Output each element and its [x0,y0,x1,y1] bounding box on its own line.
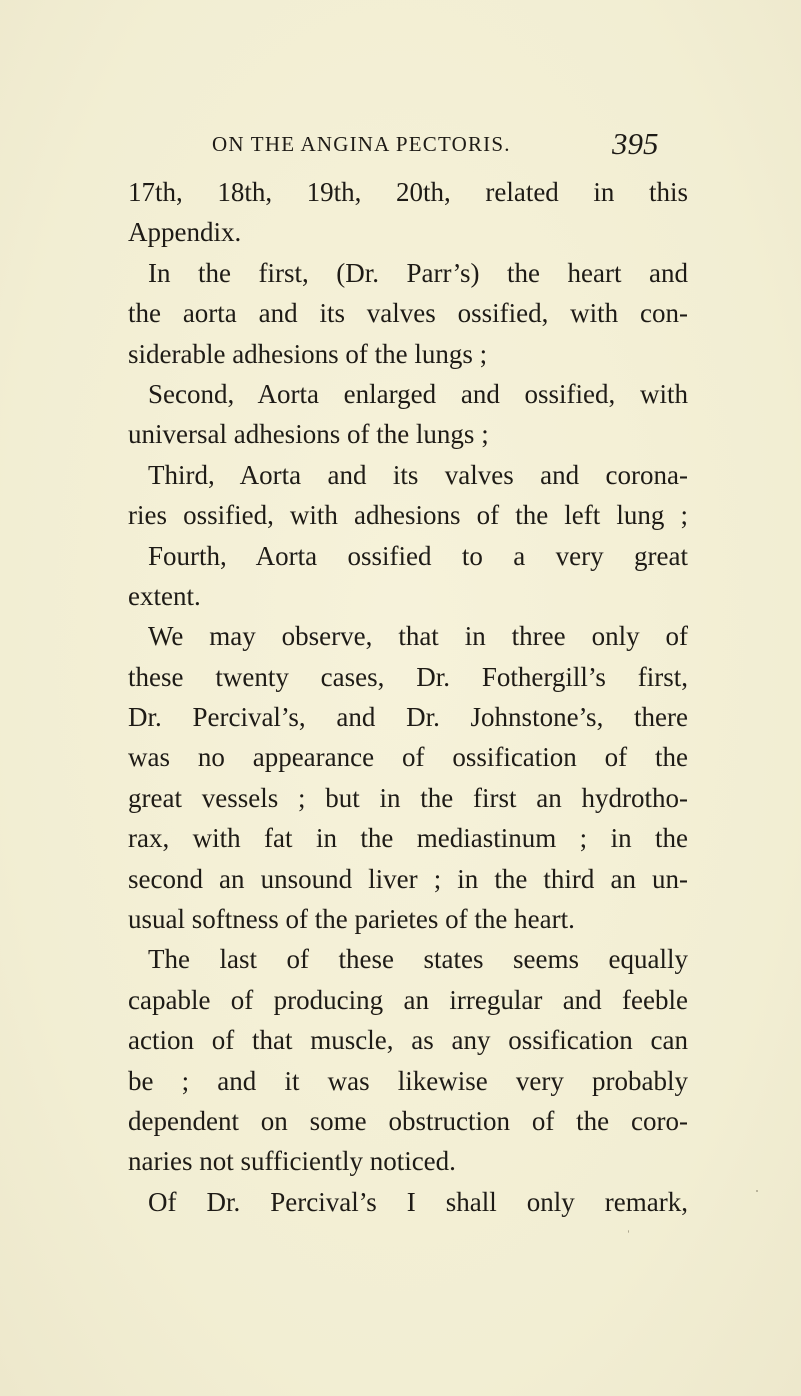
text-line: Second, Aorta enlarged and ossified, with [148,378,688,409]
paper-speck [756,1190,758,1192]
text-line: dependent on some obstruction of the coro- [128,1105,688,1136]
text-line: rax, with fat in the mediastinum ; in the [128,823,688,854]
text-line: these twenty cases, Dr. Fothergill’s first, [128,661,688,692]
text-line: Third, Aorta and its valves and corona- [148,459,688,490]
text-line: great vessels ; but in the first an hydrotho- [128,782,688,813]
text-line: Of Dr. Percival’s I shall only remark, [148,1186,688,1217]
text-line: siderable adhesions of the lungs ; [128,338,488,369]
page-number: 395 [612,126,659,161]
text-line: ries ossified, with adhesions of the left lung ; [128,500,688,531]
text-line: capable of producing an irregular and feeble [128,984,688,1015]
text-line: In the first, (Dr. Parr’s) the heart and [148,257,688,288]
text-line: 17th, 18th, 19th, 20th, related in this [128,177,688,207]
paper-speck [628,1230,629,1233]
running-title: ON THE ANGINA PECTORIS. [212,132,511,156]
running-head [0,128,801,164]
body-text [128,172,688,1222]
text-line: usual softness of the parietes of the heart. [128,904,575,935]
text-line: Appendix. [128,217,242,248]
text-line: universal adhesions of the lungs ; [128,419,489,450]
text-line: extent. [128,580,201,611]
text-line: action of that muscle, as any ossification can [128,1025,688,1056]
text-line: We may observe, that in three only of [148,621,688,652]
text-line: the aorta and its valves ossified, with con- [128,298,688,329]
text-line: be ; and it was likewise very probably [128,1065,688,1096]
text-line: was no appearance of ossification of the [128,742,688,773]
text-line: Fourth, Aorta ossified to a very great [148,540,688,571]
text-line: Dr. Percival’s, and Dr. Johnstone’s, there [128,702,688,733]
text-line: second an unsound liver ; in the third an un- [128,863,688,894]
text-line: naries not sufficiently noticed. [128,1146,456,1177]
text-line: The last of these states seems equally [148,944,688,975]
